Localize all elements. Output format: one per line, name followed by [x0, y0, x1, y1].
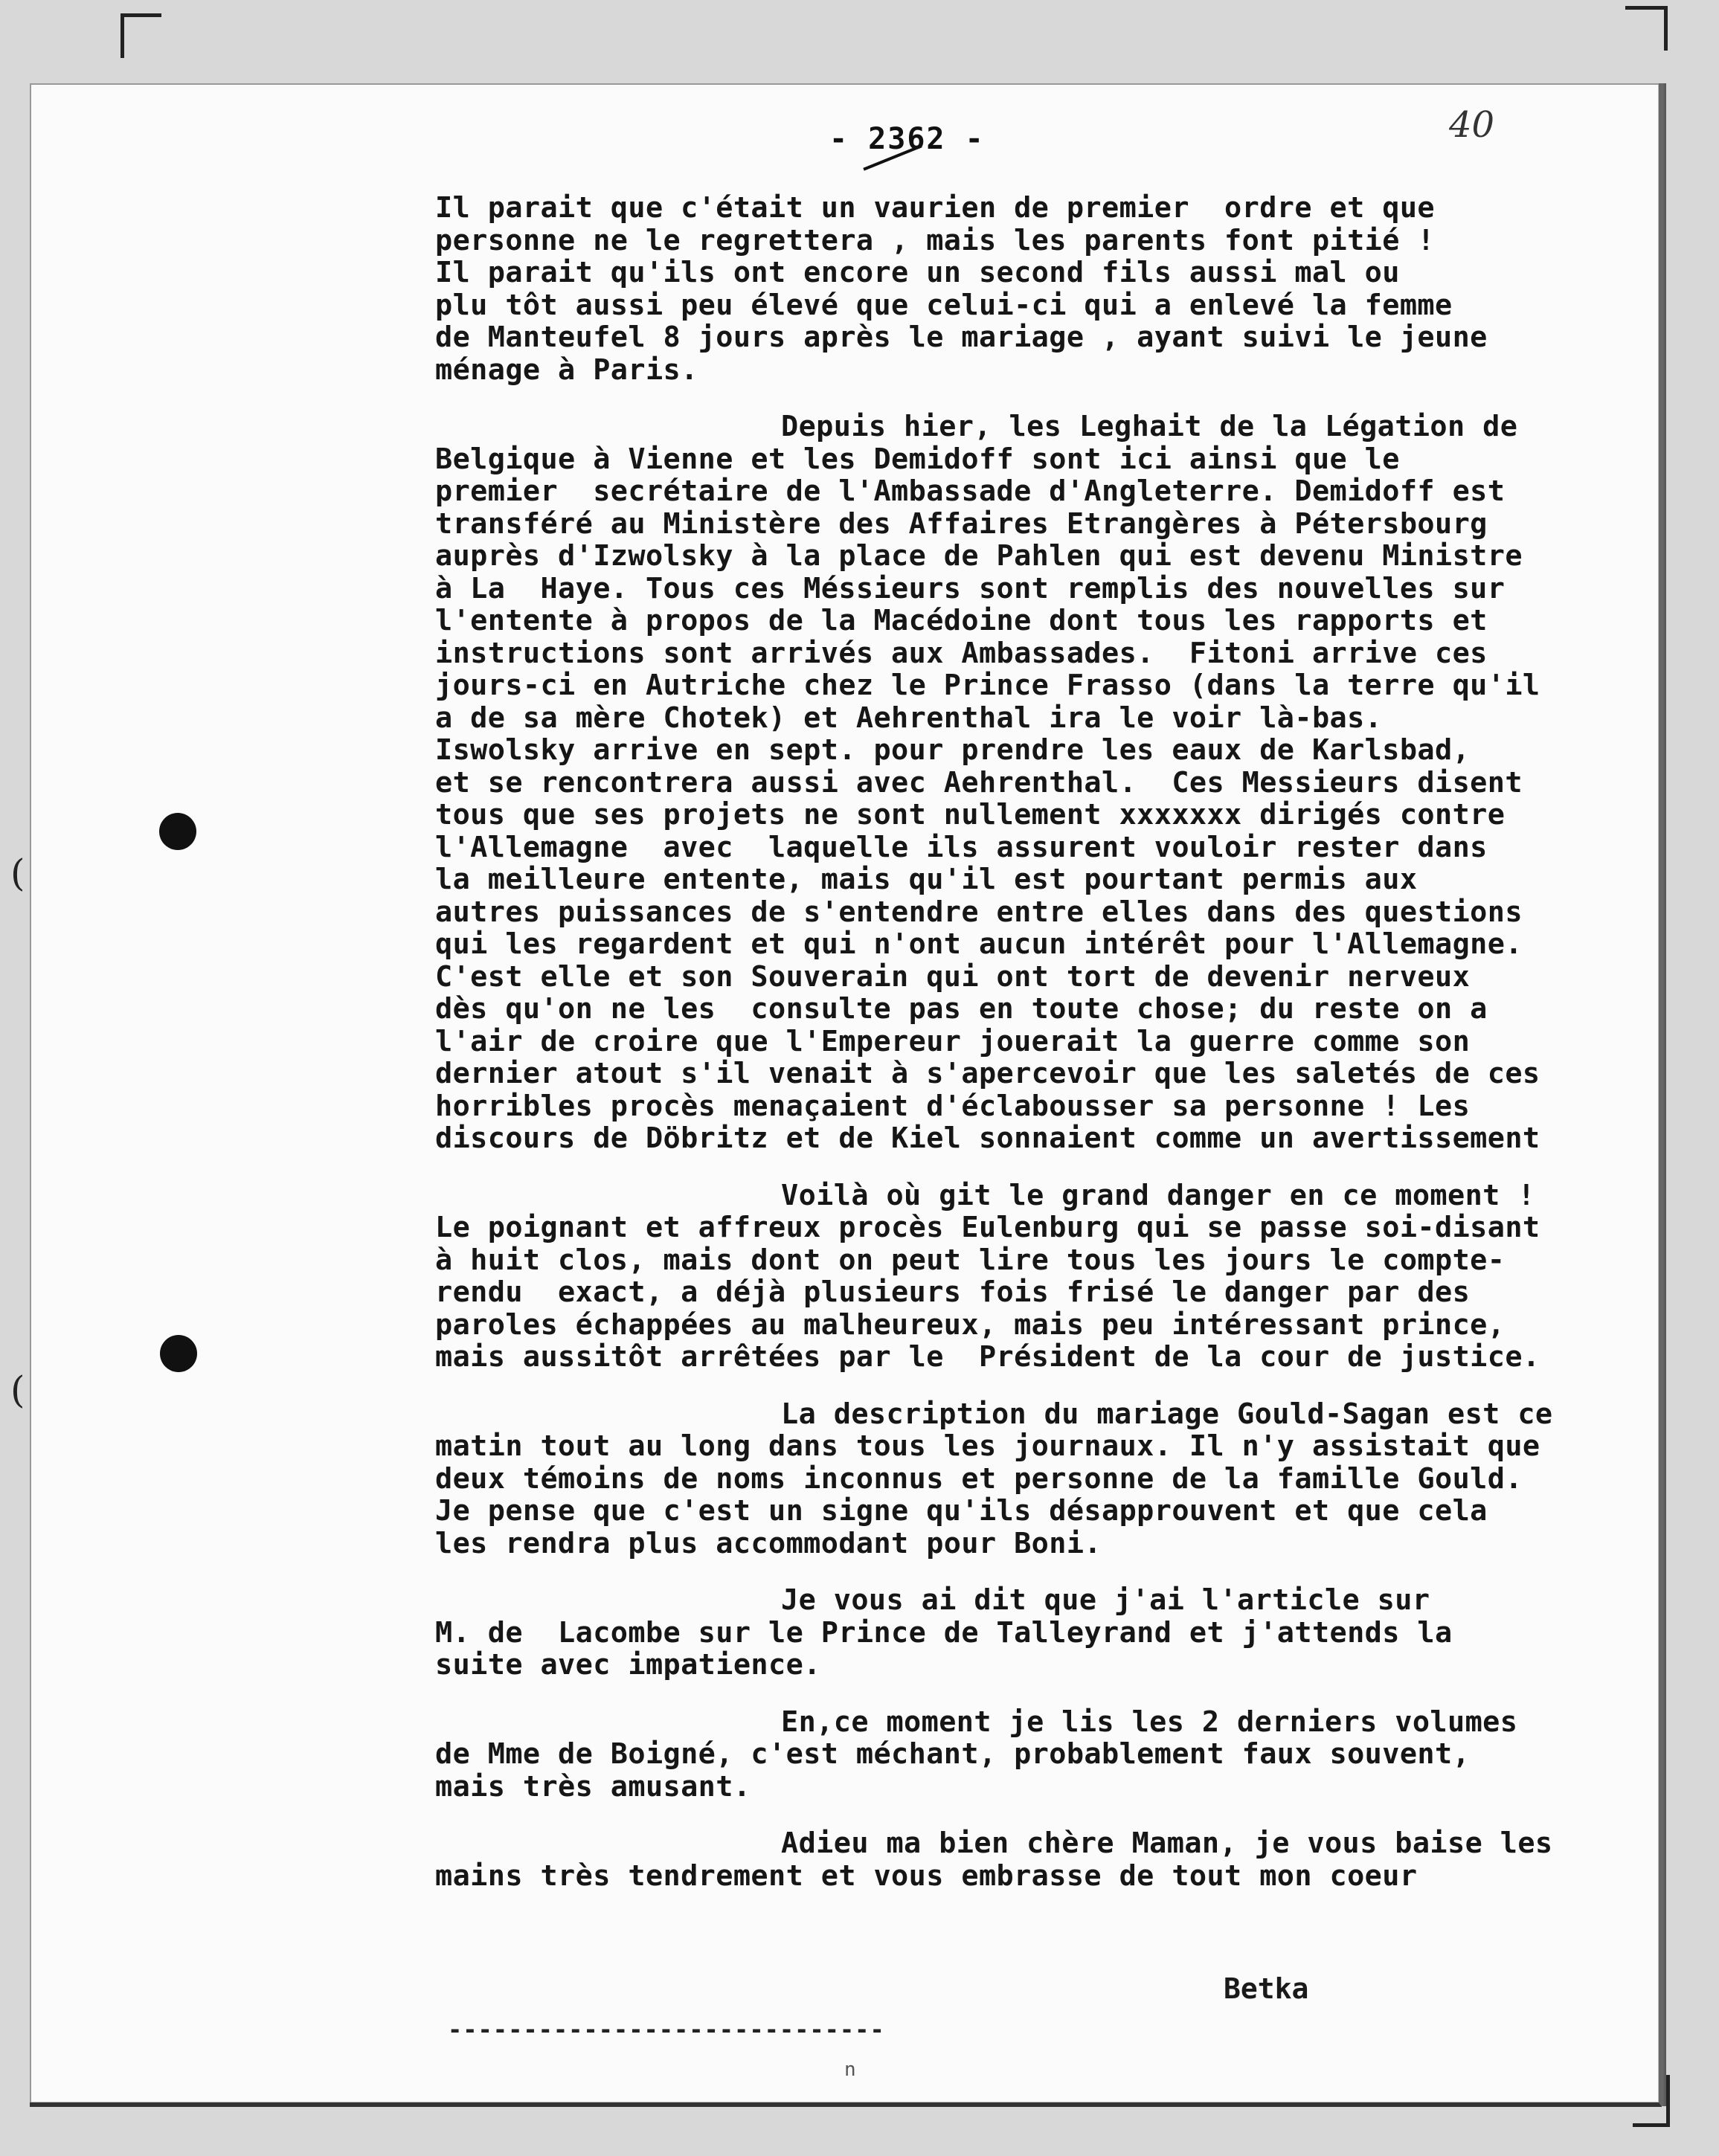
page-header-number: - 2362 - — [829, 122, 985, 156]
text-line: discours de Döbritz et de Kiel sonnaient comme un avertissement — [435, 1122, 1540, 1155]
text-line: Belgique à Vienne et les Demidoff sont ici ainsi que le — [435, 442, 1400, 476]
crop-mark-top-right-vertical — [1664, 6, 1668, 51]
text-line: l'Allemagne avec laquelle ils assurent vouloir rester dans — [435, 830, 1488, 864]
binder-mark-lower: ( — [10, 1368, 25, 1412]
text-line: Le poignant et affreux procès Eulenburg qui se passe soi-disant — [435, 1211, 1540, 1244]
text-line: qui les regardent et qui n'ont aucun intérêt pour l'Allemagne. — [435, 927, 1523, 961]
text-line: Il parait qu'ils ont encore un second fils aussi mal ou — [435, 256, 1400, 289]
text-line: la meilleure entente, mais qu'il est pourtant permis aux — [435, 863, 1418, 896]
text-line: C'est elle et son Souverain qui ont tort de devenir nerveux — [435, 959, 1471, 994]
text-line: horribles procès menaçaient d'éclabousser sa personne ! Les — [435, 1089, 1471, 1123]
text-line: mais très amusant. — [435, 1769, 751, 1803]
text-line: et se rencontrera aussi avec Aehrenthal. Ces Messieurs disent — [435, 765, 1523, 799]
text-line: rendu exact, a déjà plusieurs fois frisé le danger par des — [435, 1275, 1471, 1309]
text-line: premier secrétaire de l'Ambassade d'Angleterre. Demidoff est — [435, 474, 1506, 508]
text-line: La description du mariage Gould-Sagan est ce — [781, 1397, 1553, 1431]
closing-rule: ----------------------------- — [448, 2015, 885, 2044]
text-line: a de sa mère Chotek) et Aehrenthal ira le voir là-bas. — [435, 701, 1383, 735]
text-line: plu tôt aussi peu élevé que celui-ci qui a enlevé la femme — [435, 288, 1453, 322]
paragraph-gap — [435, 1682, 1655, 1706]
text-line: M. de Lacombe sur le Prince de Talleyrand et j'attends la — [435, 1615, 1453, 1650]
paragraph-gap — [435, 1374, 1655, 1398]
text-line: l'air de croire que l'Empereur jouerait la guerre comme son — [435, 1024, 1471, 1058]
text-line: Il parait que c'était un vaurien de premier ordre et que — [435, 191, 1436, 225]
letter-body — [435, 192, 1655, 1892]
punch-hole-lower — [160, 1335, 197, 1372]
punch-hole-upper — [159, 813, 196, 850]
text-line: les rendra plus accommodant pour Boni. — [435, 1526, 1102, 1560]
text-line: Iswolsky arrive en sept. pour prendre les eaux de Karlsbad, — [435, 733, 1471, 767]
paragraph-gap — [435, 1560, 1655, 1584]
text-line: Adieu ma bien chère Maman, je vous baise les — [781, 1827, 1553, 1860]
text-line: Depuis hier, les Leghait de la Légation de — [781, 410, 1518, 443]
text-line: dernier atout s'il venait à s'apercevoir que les saletés de ces — [435, 1057, 1540, 1090]
crop-mark-top-left-horizontal — [121, 13, 161, 17]
text-line: instructions sont arrivés aux Ambassades. Fitoni arrive ces — [435, 636, 1488, 670]
binder-mark-upper: ( — [10, 852, 25, 895]
paragraph-gap — [435, 1803, 1655, 1827]
text-line: à La Haye. Tous ces Méssieurs sont remplis des nouvelles sur — [435, 571, 1506, 605]
text-line: l'entente à propos de la Macédoine dont tous les rapports et — [435, 604, 1488, 637]
crop-mark-top-left-vertical — [121, 13, 124, 58]
text-line: mais aussitôt arrêtées par le Président de la cour de justice. — [435, 1340, 1540, 1374]
text-line: Je pense que c'est un signe qu'ils désapprouvent et que cela — [435, 1494, 1488, 1528]
text-line: deux témoins de noms inconnus et personne de la famille Gould. — [435, 1461, 1523, 1496]
text-line: mains très tendrement et vous embrasse de tout mon coeur — [435, 1859, 1418, 1893]
text-line: personne ne le regrettera , mais les parents font pitié ! — [435, 223, 1436, 257]
crop-mark-bottom-right-vertical — [1666, 2075, 1670, 2127]
text-line: jours-ci en Autriche chez le Prince Frasso (dans la terre qu'il — [435, 669, 1540, 702]
text-line: de Mme de Boigné, c'est méchant, probablement faux souvent, — [435, 1737, 1471, 1771]
paragraph-gap — [435, 386, 1655, 411]
text-line: Je vous ai dit que j'ai l'article sur — [781, 1583, 1430, 1617]
text-line: Voilà où git le grand danger en ce moment ! — [781, 1178, 1535, 1212]
folio-number: 40 — [1449, 104, 1495, 146]
text-line: dès qu'on ne les consulte pas en toute chose; du reste on a — [435, 992, 1488, 1026]
text-line: autres puissances de s'entendre entre elles dans des questions — [435, 895, 1523, 929]
text-line: transféré au Ministère des Affaires Etrangères à Pétersbourg — [435, 506, 1488, 541]
paragraph-gap — [435, 1155, 1655, 1180]
bottom-mark: n — [844, 2059, 856, 2081]
text-line: de Manteufel 8 jours après le mariage , ayant suivi le jeune — [435, 321, 1488, 354]
text-line: En,ce moment je lis les 2 derniers volumes — [781, 1705, 1518, 1739]
text-line: suite avec impatience. — [435, 1648, 821, 1682]
text-line: tous que ses projets ne sont nullement xxxxxxx dirigés contre — [435, 798, 1506, 831]
text-line: paroles échappées au malheureux, mais peu intéressant prince, — [435, 1307, 1506, 1342]
crop-mark-bottom-right-horizontal — [1633, 2123, 1670, 2127]
signature: Betka — [1224, 1972, 1309, 2005]
text-line: matin tout au long dans tous les journaux. Il n'y assistait que — [435, 1429, 1540, 1463]
crop-mark-top-right-horizontal — [1625, 6, 1666, 10]
text-line: à huit clos, mais dont on peut lire tous les jours le compte- — [435, 1243, 1506, 1277]
text-line: auprès d'Izwolsky à la place de Pahlen qui est devenu Ministre — [435, 539, 1523, 573]
text-line: ménage à Paris. — [435, 353, 698, 387]
